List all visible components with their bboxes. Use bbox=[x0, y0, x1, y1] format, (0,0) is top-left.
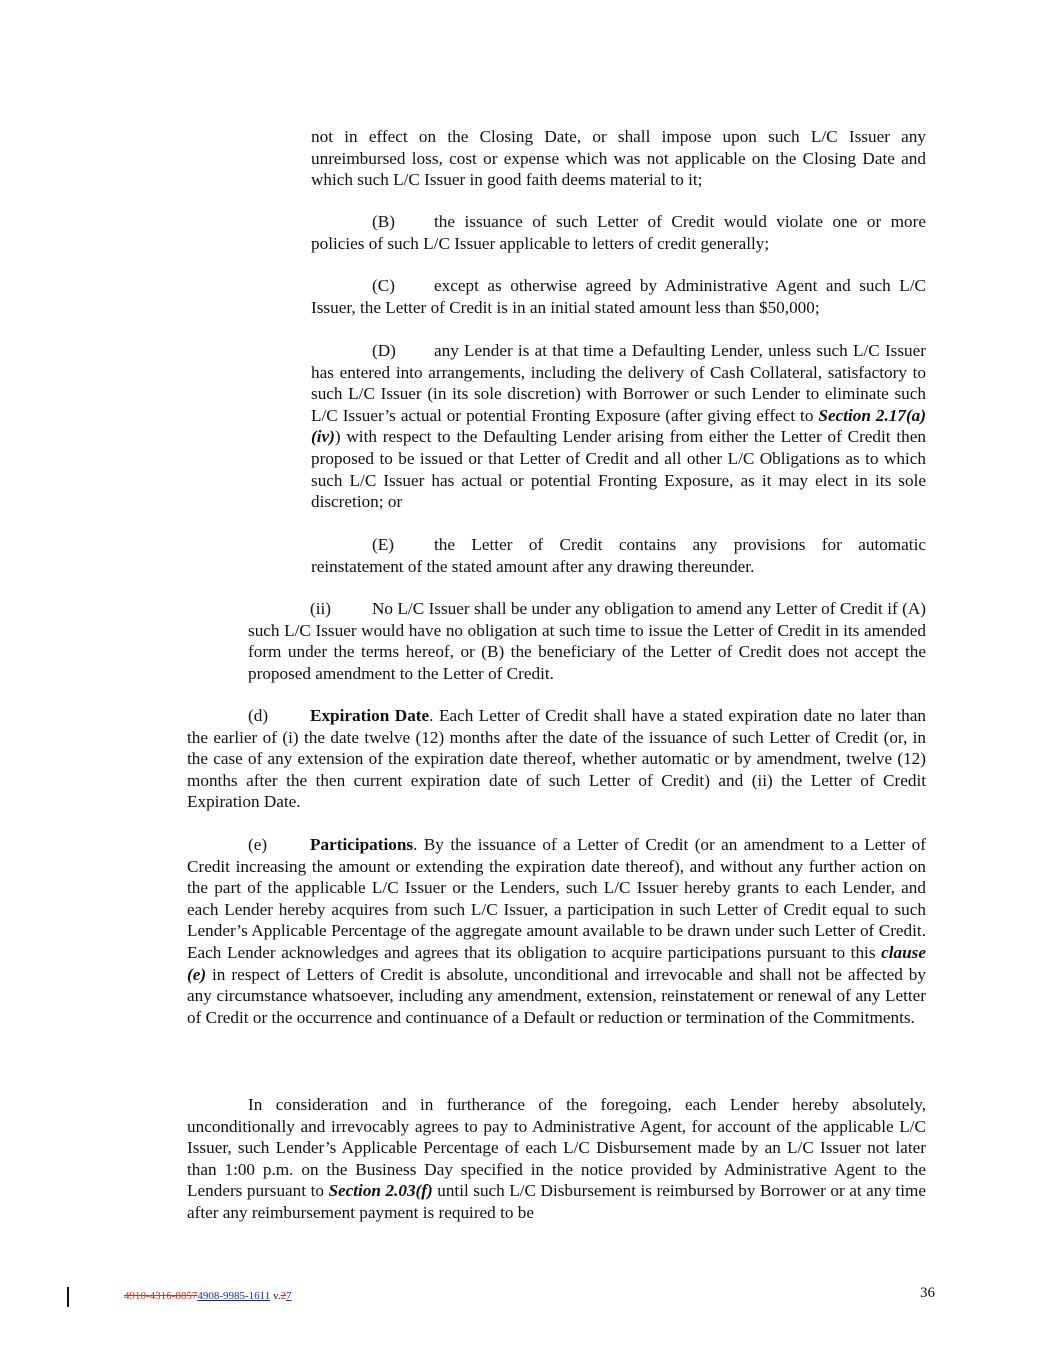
section-reference: Section 2.17(a)(iv) bbox=[311, 405, 926, 447]
paragraph-d-expiration-date bbox=[187, 705, 926, 813]
section-reference: Section 2.03(f) bbox=[328, 1181, 433, 1201]
paragraph-text: In consideration and in furtherance of the foregoing, each Lender hereby absolutely, unconditionally and irrevocably agrees to pay to Administrative Agent, for account of the applicable L/C Issuer, such Lender’s Applicable Percentage of each L/C Disbursement made by an L/C Issuer not later than 1:00 p.m. on the Business Day specified in the notice provided by Administrative Agent to the Lenders pursuant to bbox=[187, 1095, 926, 1201]
paragraph-consideration bbox=[187, 1094, 926, 1224]
clause-label: (e) bbox=[248, 835, 268, 854]
inserted-version: 7 bbox=[286, 1290, 292, 1302]
paragraph-D bbox=[311, 340, 926, 513]
section-heading: Expiration Date bbox=[310, 706, 430, 725]
paragraph-text: No L/C Issuer shall be under any obligation to amend any Letter of Credit if (A) such L/C Issuer would have no obligation at such time to issue the Letter of Credit in its amended form under the terms hereof, or (B) the beneficiary of the Letter of Credit does not accept the proposed amendment to the Letter of Credit. bbox=[248, 599, 926, 683]
paragraph-ii bbox=[248, 598, 926, 684]
paragraph-text: the issuance of such Letter of Credit would violate one or more policies of such L/C Issuer applicable to letters of credit generally; bbox=[311, 212, 926, 253]
deleted-version: 2 bbox=[280, 1290, 287, 1302]
clause-label: (D) bbox=[372, 341, 396, 360]
paragraph-text: ) with respect to the Defaulting Lender arising from either the Letter of Credit then proposed to be issued or that Letter of Credit and all other L/C Obligations as to which such L/C Issuer has actual or potential Fronting Exposure, as it may elect in its sole discretion; or bbox=[311, 427, 926, 512]
paragraph-text: . By the issuance of a Letter of Credit (or an amendment to a Letter of Credit increasing the amount or extending the expiration date thereof), and without any further action on the part of the applicable L/C Issuer or the Lenders, such L/C Issuer hereby grants to each Lender, and each Lender hereby acquires from such L/C Issuer, a participation in such Letter of Credit equal to such Lender’s Applicable Percentage of the aggregate amount available to be drawn under such Letter of Credit. Each Lender acknowledges and agrees that its obligation to acquire participations pursuant to this bbox=[187, 835, 926, 962]
paragraph-text: until such L/C Disbursement is reimbursed by Borrower or at any time after any reimbursement payment is required to be bbox=[187, 1181, 926, 1222]
paragraph-text: the Letter of Credit contains any provisions for automatic reinstatement of the stated amount after any drawing thereunder. bbox=[311, 535, 926, 576]
clause-label: (E) bbox=[372, 535, 394, 554]
paragraph-text: in respect of Letters of Credit is absolute, unconditional and irrevocable and shall not be affected by any circumstance whatsoever, including any amendment, extension, reinstatement or renewal of any Letter of Credit or the occurrence and continuance of a Default or reduction or termination of the Commitments. bbox=[187, 964, 926, 1027]
deleted-doc-id: 4910-4316-8857 bbox=[124, 1290, 198, 1302]
page-number: 36 bbox=[920, 1285, 935, 1301]
clause-label: (ii) bbox=[310, 599, 331, 618]
paragraph-text: any Lender is at that time a Defaulting Lender, unless such L/C Issuer has entered into arrangements, including the delivery of Cash Collateral, satisfactory to such L/C Issuer (in its sole discretion) with Borrower or such Lender to eliminate such L/C Issuer’s actual or potential Fronting Exposure (after giving effect to bbox=[311, 341, 926, 425]
version-prefix: v. bbox=[270, 1290, 281, 1302]
paragraph-text: . Each Letter of Credit shall have a stated expiration date no later than the earlier of (i) the date twelve (12) months after the date of the issuance of such Letter of Credit (or, in the case of any extension of the expiration date thereof, whether automatic or by amendment, twelve (12) months after the then current expiration date of such Letter of Credit) and (ii) the Letter of Credit Expiration Date. bbox=[187, 706, 926, 812]
paragraph-E bbox=[311, 534, 926, 577]
document-id-footer bbox=[124, 1290, 292, 1302]
change-bar bbox=[67, 1287, 69, 1307]
paragraph-text: except as otherwise agreed by Administrative Agent and such L/C Issuer, the Letter of Credit is in an initial stated amount less than $50,000; bbox=[311, 276, 926, 317]
paragraph-text: not in effect on the Closing Date, or shall impose upon such L/C Issuer any unreimbursed loss, cost or expense which was not applicable on the Closing Date and which such L/C Issuer in good faith deems material to it; bbox=[311, 127, 926, 190]
inserted-doc-id: 4908-9985-1611 bbox=[197, 1290, 271, 1302]
paragraph-continuation bbox=[311, 126, 926, 191]
clause-label: (C) bbox=[372, 276, 395, 295]
section-heading: Participations bbox=[310, 835, 414, 854]
paragraph-C bbox=[311, 275, 926, 318]
clause-label: (B) bbox=[372, 212, 395, 231]
paragraph-B bbox=[311, 211, 926, 254]
paragraph-e-participations bbox=[187, 834, 926, 1028]
clause-reference: clause (e) bbox=[187, 942, 926, 984]
clause-label: (d) bbox=[248, 706, 269, 725]
